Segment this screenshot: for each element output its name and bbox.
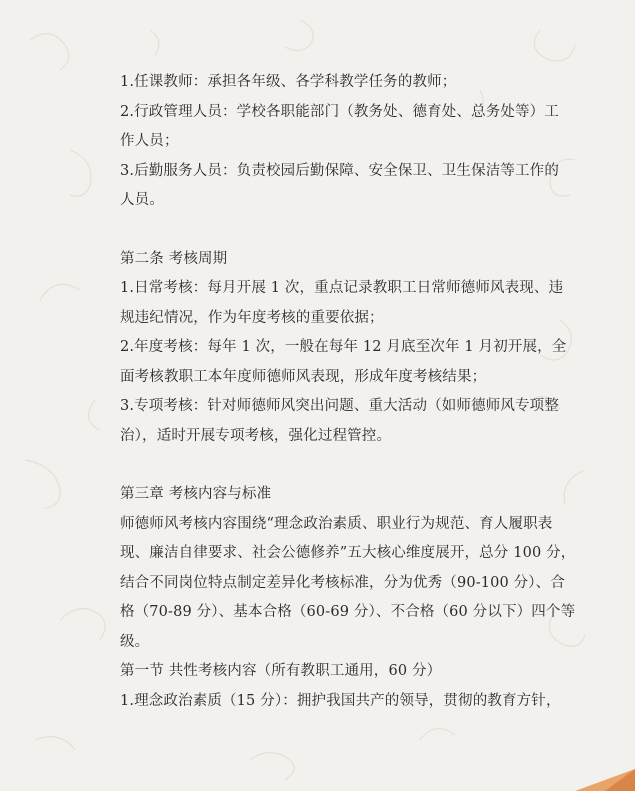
page-corner-fold <box>575 769 635 791</box>
list-a-line-1: 1.任课教师：承担各年级、各学科教学任务的教师； <box>120 74 457 90</box>
spacer <box>120 216 520 245</box>
document-body <box>120 68 576 716</box>
chapter-3-heading: 第三章 考核内容与标准 <box>120 486 272 502</box>
list-d-line-1: 1.理念政治素质（15 分）：拥护我国共产的领导，贯彻的教育方针， <box>120 692 561 709</box>
article-2-heading: 第二条 考核周期 <box>120 250 228 267</box>
list-b-line-1: 1.日常考核：每月开展 1 次，重点记录教职工日常师德师风表现、违 <box>120 280 564 296</box>
list-a-line-2: 2.行政管理人员：学校各职能部门（教务处、德育处、总务处等）工 <box>120 103 559 120</box>
list-a-line-3: 作人员； <box>120 133 179 149</box>
list-a-line-4: 3.后勤服务人员：负责校园后勤保障、安全保卫、卫生保洁等工作的 <box>120 162 559 179</box>
section-1-heading: 第一节 共性考核内容（所有教职工通用，60 分） <box>120 663 442 679</box>
para-c-line-5: 级。 <box>120 633 150 650</box>
list-b-line-5: 3.专项考核：针对师德师风突出问题、重大活动（如师德师风专项整 <box>120 398 559 414</box>
para-c-line-2: 现、廉洁自律要求、社会公德修养”五大核心维度展开，总分 100 分， <box>120 545 576 561</box>
list-b-line-2: 规违纪情况，作为年度考核的重要依据； <box>120 309 384 326</box>
list-b-line-6: 治），适时开展专项考核，强化过程管控。 <box>120 427 392 444</box>
para-c-line-3: 结合不同岗位特点制定差异化考核标准，分为优秀（90-100 分）、合 <box>120 574 565 591</box>
para-c-line-1: 师德师风考核内容围绕“理念政治素质、职业行为规范、育人履职表 <box>120 515 553 532</box>
spacer <box>120 451 520 480</box>
list-b-line-4: 面考核教职工本年度师德师风表现，形成年度考核结果； <box>120 368 487 385</box>
list-a-line-5: 人员。 <box>120 192 164 208</box>
list-b-line-3: 2.年度考核：每年 1 次，一般在每年 12 月底至次年 1 月初开展，全 <box>120 339 567 355</box>
para-c-line-4: 格（70-89 分）、基本合格（60-69 分）、不合格（60 分以下）四个等 <box>120 604 576 620</box>
